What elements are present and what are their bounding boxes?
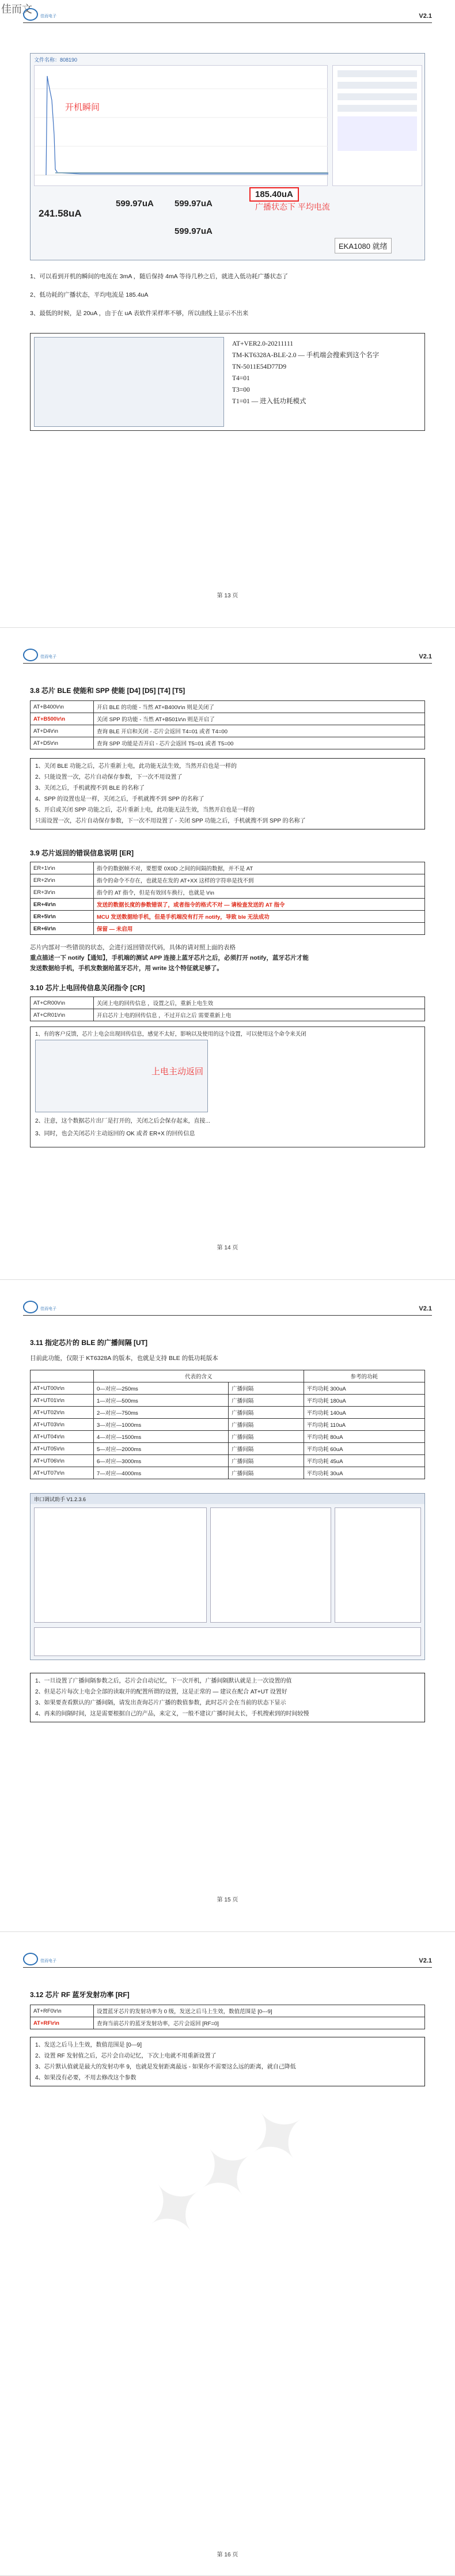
page-15 (0, 1293, 455, 1932)
page-header (23, 1953, 432, 1968)
send-area (210, 1507, 331, 1623)
cell: 平均功耗 30uA (304, 1467, 424, 1479)
table-row (31, 862, 425, 874)
cmd-cell: AT+CR01\r\n (31, 1009, 94, 1021)
table-row (31, 1467, 425, 1479)
th: 参考的功耗 (304, 1370, 424, 1382)
current-chart (34, 65, 328, 186)
table-header-row (31, 1370, 425, 1382)
desc-cell: 指令的数据帧不对，要想要 0X0D 之间的间隔的数据，并不是 AT (94, 862, 425, 874)
panel-row (338, 70, 417, 77)
cmd-cell: AT+UT05\r\n (31, 1443, 94, 1455)
desc-cell: 开启 BLE 的功能 - 当然 AT+B400\r\n 则是关闭了 (94, 701, 425, 713)
notes-box (30, 1673, 425, 1722)
table-row (31, 1443, 425, 1455)
page-13 (0, 0, 455, 628)
status-bar-text: EKA1080 就绪 (335, 238, 392, 253)
cmd-cell: AT+B400\r\n (31, 701, 94, 713)
watermark: 佳而文 (1, 3, 32, 16)
cmd-cell: ER+1\r\n (31, 862, 94, 874)
note: 2、注意，这个数据芯片出厂是打开的，关闭之后会保存起来，直接... (35, 1118, 210, 1124)
note: 发送数据给手机，手机发数据给蓝牙芯片，用 write 这个特征就足够了。 (30, 965, 223, 972)
page-number: 第 16 页 (217, 2552, 238, 2558)
cell: 1—对应—500ms (94, 1395, 229, 1407)
note: 3、芯片默认值就是最大的发射功率 9，也就是发射距离最远 - 如果你不需要这么远的距离，就自己降低 (35, 2064, 296, 2070)
note: 3、同时，也会关闭芯片主动返回的 OK 或者 ER+X 的回传信息 (35, 1131, 195, 1137)
notes-block (30, 271, 425, 319)
notes-box (30, 2037, 425, 2086)
cell: 平均功耗 110uA (304, 1419, 424, 1431)
cell: 0—对应—250ms (94, 1382, 229, 1395)
note: 3、关闭之后，手机就搜不到 BLE 的名称了 (35, 785, 145, 791)
stat-col-3: 599.97uA (175, 226, 213, 236)
chart-svg (35, 66, 328, 187)
table-row (31, 1419, 425, 1431)
note: 3、最低的时候，是 20uA ，由于在 uA 表软件采样率不够，所以曲线上显示不出来 (30, 310, 249, 317)
interval-table (30, 1370, 425, 1479)
table-row (31, 725, 425, 737)
desc-cell: 指令的 AT 指令，但是有效回车换行，也就是 \r\n (94, 887, 425, 899)
cell: 5—对应—2000ms (94, 1443, 229, 1455)
cell: 广播间隔 (229, 1455, 304, 1467)
cr-figure (30, 1026, 425, 1147)
cell: 平均功耗 80uA (304, 1431, 424, 1443)
page-number: 第 13 页 (217, 593, 238, 599)
cmd-cell: AT+UT04\r\n (31, 1431, 94, 1443)
note: 4、再来的间隔时间，这是需要根据自己的产品，来定义，一般不建议广播时间太长，手机搜索到的时间较慢 (35, 1711, 309, 1717)
cmd-cell: AT+UT00\r\n (31, 1382, 94, 1395)
note: 4、如果没有必要，不用去修改这个参数 (35, 2075, 136, 2081)
section-title: 3.8 芯片 BLE 使能和 SPP 使能 [D4] [D5] [T4] [T5] (30, 687, 185, 695)
bottom-panel (34, 1627, 421, 1656)
table-row (31, 737, 425, 749)
table-row (31, 887, 425, 899)
cmd-cell: AT+UT02\r\n (31, 1407, 94, 1419)
th: 代表的含义 (94, 1370, 304, 1382)
cmd-cell: ER+6\r\n (31, 923, 94, 935)
version-label: V2.1 (419, 653, 432, 660)
table-row (31, 1009, 425, 1021)
version-label: V2.1 (419, 1957, 432, 1964)
rf-table (30, 2005, 425, 2029)
highlighted-average: 185.40uA (249, 187, 299, 202)
cmd-cell: AT+D5\r\n (31, 737, 94, 749)
page-number: 第 15 页 (217, 1897, 238, 1903)
section-title: 3.9 芯片返回的错误信息说明 [ER] (30, 849, 134, 857)
cell: 平均功耗 300uA (304, 1382, 424, 1395)
desc-cell: 发送的数据长度的参数错误了，或者指令的格式不对 — 请检查发送的 AT 指令 (94, 899, 425, 911)
cmd-list (335, 1507, 421, 1623)
term-line: T4=01 (232, 375, 250, 382)
cmd-cell: AT+UT06\r\n (31, 1455, 94, 1467)
note: 1、关闭 BLE 功能之后，芯片重新上电，此功能无法生效，当然开启也是一样的 (35, 763, 237, 770)
cmd-cell: AT+RF0\r\n (31, 2005, 94, 2017)
page-header (23, 1301, 432, 1316)
cell: 广播间隔 (229, 1419, 304, 1431)
terminal-figure (30, 333, 425, 431)
table-row (31, 1382, 425, 1395)
version-label: V2.1 (419, 13, 432, 20)
table-row (31, 997, 425, 1009)
table-row (31, 1395, 425, 1407)
panel-row (338, 105, 417, 112)
cell: 平均功耗 180uA (304, 1395, 424, 1407)
logo-text: 佳而电子 (40, 1307, 56, 1311)
cell: 广播间隔 (229, 1443, 304, 1455)
table-row (31, 701, 425, 713)
cell: 广播间隔 (229, 1382, 304, 1395)
term-line: TM-KT6328A-BLE-2.0 — 手机端会搜索到这个名字 (232, 352, 380, 359)
section-title: 3.11 指定芯片的 BLE 的广播间隔 [UT] (30, 1339, 148, 1347)
cell: 2—对应—750ms (94, 1407, 229, 1419)
chart-title: 文件名称：808190 (34, 57, 78, 63)
panel-block (338, 116, 417, 151)
serial-window (34, 337, 224, 427)
cmd-cell: AT+D4\r\n (31, 725, 94, 737)
desc-cell: 指令的命令不存在，也就是在发的 AT+XX 这样的字符串是找不到 (94, 874, 425, 887)
note: 1、可以看到开机的瞬间的电流在 3mA ，随后保持 4mA 等待几秒之后，就进入低功耗广播状态了 (30, 273, 289, 280)
stat-col-1: 599.97uA (116, 199, 154, 209)
cell: 广播间隔 (229, 1407, 304, 1419)
table-row (31, 2017, 425, 2029)
logo-text: 佳而电子 (40, 655, 56, 659)
section-title: 3.12 芯片 RF 蓝牙发射功率 [RF] (30, 1991, 130, 1999)
term-line: AT+VER2.0-20211111 (232, 340, 294, 347)
cell: 4—对应—1500ms (94, 1431, 229, 1443)
cmd-cell: ER+3\r\n (31, 887, 94, 899)
cmd-cell: AT+UT07\r\n (31, 1467, 94, 1479)
intro-text: 目前此功能，仅限于 KT6328A 的版本，也就是支持 BLE 的低功耗版本 (30, 1355, 218, 1362)
table-row (31, 713, 425, 725)
desc-cell: 查询 BLE 开启和关闭 - 芯片会返回 T4=01 或者 T4=00 (94, 725, 425, 737)
logo-text: 佳而电子 (40, 1959, 56, 1963)
section-title: 3.10 芯片上电回传信息关闭指令 [CR] (30, 984, 145, 992)
term-line: TN-5011E54D77D9 (232, 363, 287, 370)
cell: 3—对应—1000ms (94, 1419, 229, 1431)
ble-spp-table (30, 700, 425, 749)
background-watermark: ✦✦✦ (124, 2083, 329, 2263)
desc-cell: MCU 发送数据给手机，但是手机端没有打开 notify，导致 ble 无法成功 (94, 911, 425, 923)
stat-big: 241.58uA (39, 208, 82, 219)
cmd-cell: AT+B500\r\n (31, 713, 94, 725)
table-row (31, 923, 425, 935)
note: 2、设置 RF 发射值之后，芯片会自动记忆，下次上电就不用重新设置了 (35, 2053, 217, 2059)
error-table (30, 862, 425, 935)
receive-area (34, 1507, 207, 1623)
note: 2、但是芯片每次上电会全部的读取并的配置所谓的设置，这是正常的 — 建议在配合 AT+UT 设置好 (35, 1689, 287, 1695)
cmd-cell: AT+CR00\r\n (31, 997, 94, 1009)
window-title: 串口调试助手 V1.2.3.6 (31, 1494, 424, 1504)
note: 1、有的客户反馈，芯片上电会出现回传信息，感觉不太好，影响以及使用的这个设置，可以使用这个命令来关闭 (35, 1031, 306, 1037)
right-panel (332, 65, 422, 186)
serial-tool-window (30, 1493, 425, 1660)
table-row (31, 1431, 425, 1443)
table-row (31, 2005, 425, 2017)
power-meter-screenshot (30, 53, 425, 260)
note: 5、开启或关闭 SPP 功能之后，芯片重新上电，此功能无法生效，当然开启也是一样的 (35, 807, 255, 813)
annotation-boot: 开机瞬间 (65, 103, 100, 112)
desc-cell: 保留 — 未启用 (94, 923, 425, 935)
cell: 平均功耗 45uA (304, 1455, 424, 1467)
note: 3、如果要查看默认的广播间隔，请发出查询芯片广播的数值参数，此时芯片会在当前的状态下显示 (35, 1700, 286, 1706)
cmd-cell: ER+5\r\n (31, 911, 94, 923)
annotation-power-on: 上电主动返回 (151, 1067, 204, 1077)
note: 只需设置一次，芯片自动保存参数，下一次不用设置了 - 关闭 SPP 功能之后，手机就搜不到 SPP 的名称了 (35, 818, 306, 824)
company-logo-icon (23, 1301, 38, 1313)
note: 2、只能设置一次，芯片自动保存参数，下一次不用设置了 (35, 774, 183, 781)
note: 重点描述一下 notify【通知】，手机端的测试 APP 连接上蓝牙芯片之后，必须打开 notify，蓝牙芯片才能 (30, 954, 309, 961)
desc-cell: 开启芯片上电的回传信息 ，不过开启之后 需要重新上电 (94, 1009, 425, 1021)
cmd-cell: ER+2\r\n (31, 874, 94, 887)
cmd-cell: ER+4\r\n (31, 899, 94, 911)
desc-cell: 查询 SPP 功能是否开启 - 芯片会返回 T5=01 或者 T5=00 (94, 737, 425, 749)
cell: 广播间隔 (229, 1395, 304, 1407)
table-row (31, 874, 425, 887)
note: 4、SPP 的设置也是一样，关闭之后，手机就搜不到 SPP 的名称了 (35, 796, 204, 802)
company-logo-icon (23, 649, 38, 661)
cell: 广播间隔 (229, 1431, 304, 1443)
cell: 6—对应—3000ms (94, 1455, 229, 1467)
page-header (23, 8, 432, 23)
panel-row (338, 93, 417, 100)
cell: 7—对应—4000ms (94, 1467, 229, 1479)
note: 芯片内部对一些错误的状态，会进行返回错误代码，具体的请对照上面的表格 (30, 944, 236, 951)
logo-text: 佳而电子 (40, 14, 56, 18)
company-logo-icon (23, 1953, 38, 1965)
cmd-cell: AT+RF\r\n (31, 2017, 94, 2029)
cell: 广播间隔 (229, 1467, 304, 1479)
page-14 (0, 641, 455, 1280)
company-logo-icon (23, 8, 38, 21)
table-row (31, 1407, 425, 1419)
terminal-output (232, 338, 379, 407)
page-16 (0, 1945, 455, 2576)
term-line: T1=01 — 进入低功耗模式 (232, 398, 306, 405)
term-line: T3=00 (232, 387, 250, 393)
note: 2、低功耗的广播状态，平均电流是 185.4uA (30, 291, 149, 298)
desc-cell: 查询当前芯片的蓝牙发射功率，芯片会返回 [RF=0] (94, 2017, 425, 2029)
cell: 平均功耗 60uA (304, 1443, 424, 1455)
page-header (23, 649, 432, 664)
error-notes (30, 942, 425, 973)
notes-box (30, 758, 425, 829)
panel-row (338, 82, 417, 89)
version-label: V2.1 (419, 1305, 432, 1312)
desc-cell: 关闭 SPP 的功能 - 当然 AT+B501\r\n 则是开启了 (94, 713, 425, 725)
cell: 平均功耗 140uA (304, 1407, 424, 1419)
desc-cell: 关闭上电的回传信息 ，设置之后，重新上电生效 (94, 997, 425, 1009)
page-number: 第 14 页 (217, 1245, 238, 1251)
cr-table (30, 997, 425, 1021)
cmd-cell: AT+UT01\r\n (31, 1395, 94, 1407)
annotation-average: 广播状态下 平均电流 (255, 202, 330, 211)
th (31, 1370, 94, 1382)
stat-col-2: 599.97uA (175, 199, 213, 209)
desc-cell: 设置蓝牙芯片的发射功率为 0 级，发送之后马上生效，数值范围是 [0---9] (94, 2005, 425, 2017)
note: 1、发送之后马上生效，数值范围是 [0---9] (35, 2042, 142, 2048)
table-row (31, 911, 425, 923)
table-row (31, 899, 425, 911)
note: 1、一旦设置了广播间隔参数之后，芯片会自动记忆，下一次开机，广播间隔默认就是上一次设置的值 (35, 1678, 292, 1684)
cmd-cell: AT+UT03\r\n (31, 1419, 94, 1431)
table-row (31, 1455, 425, 1467)
